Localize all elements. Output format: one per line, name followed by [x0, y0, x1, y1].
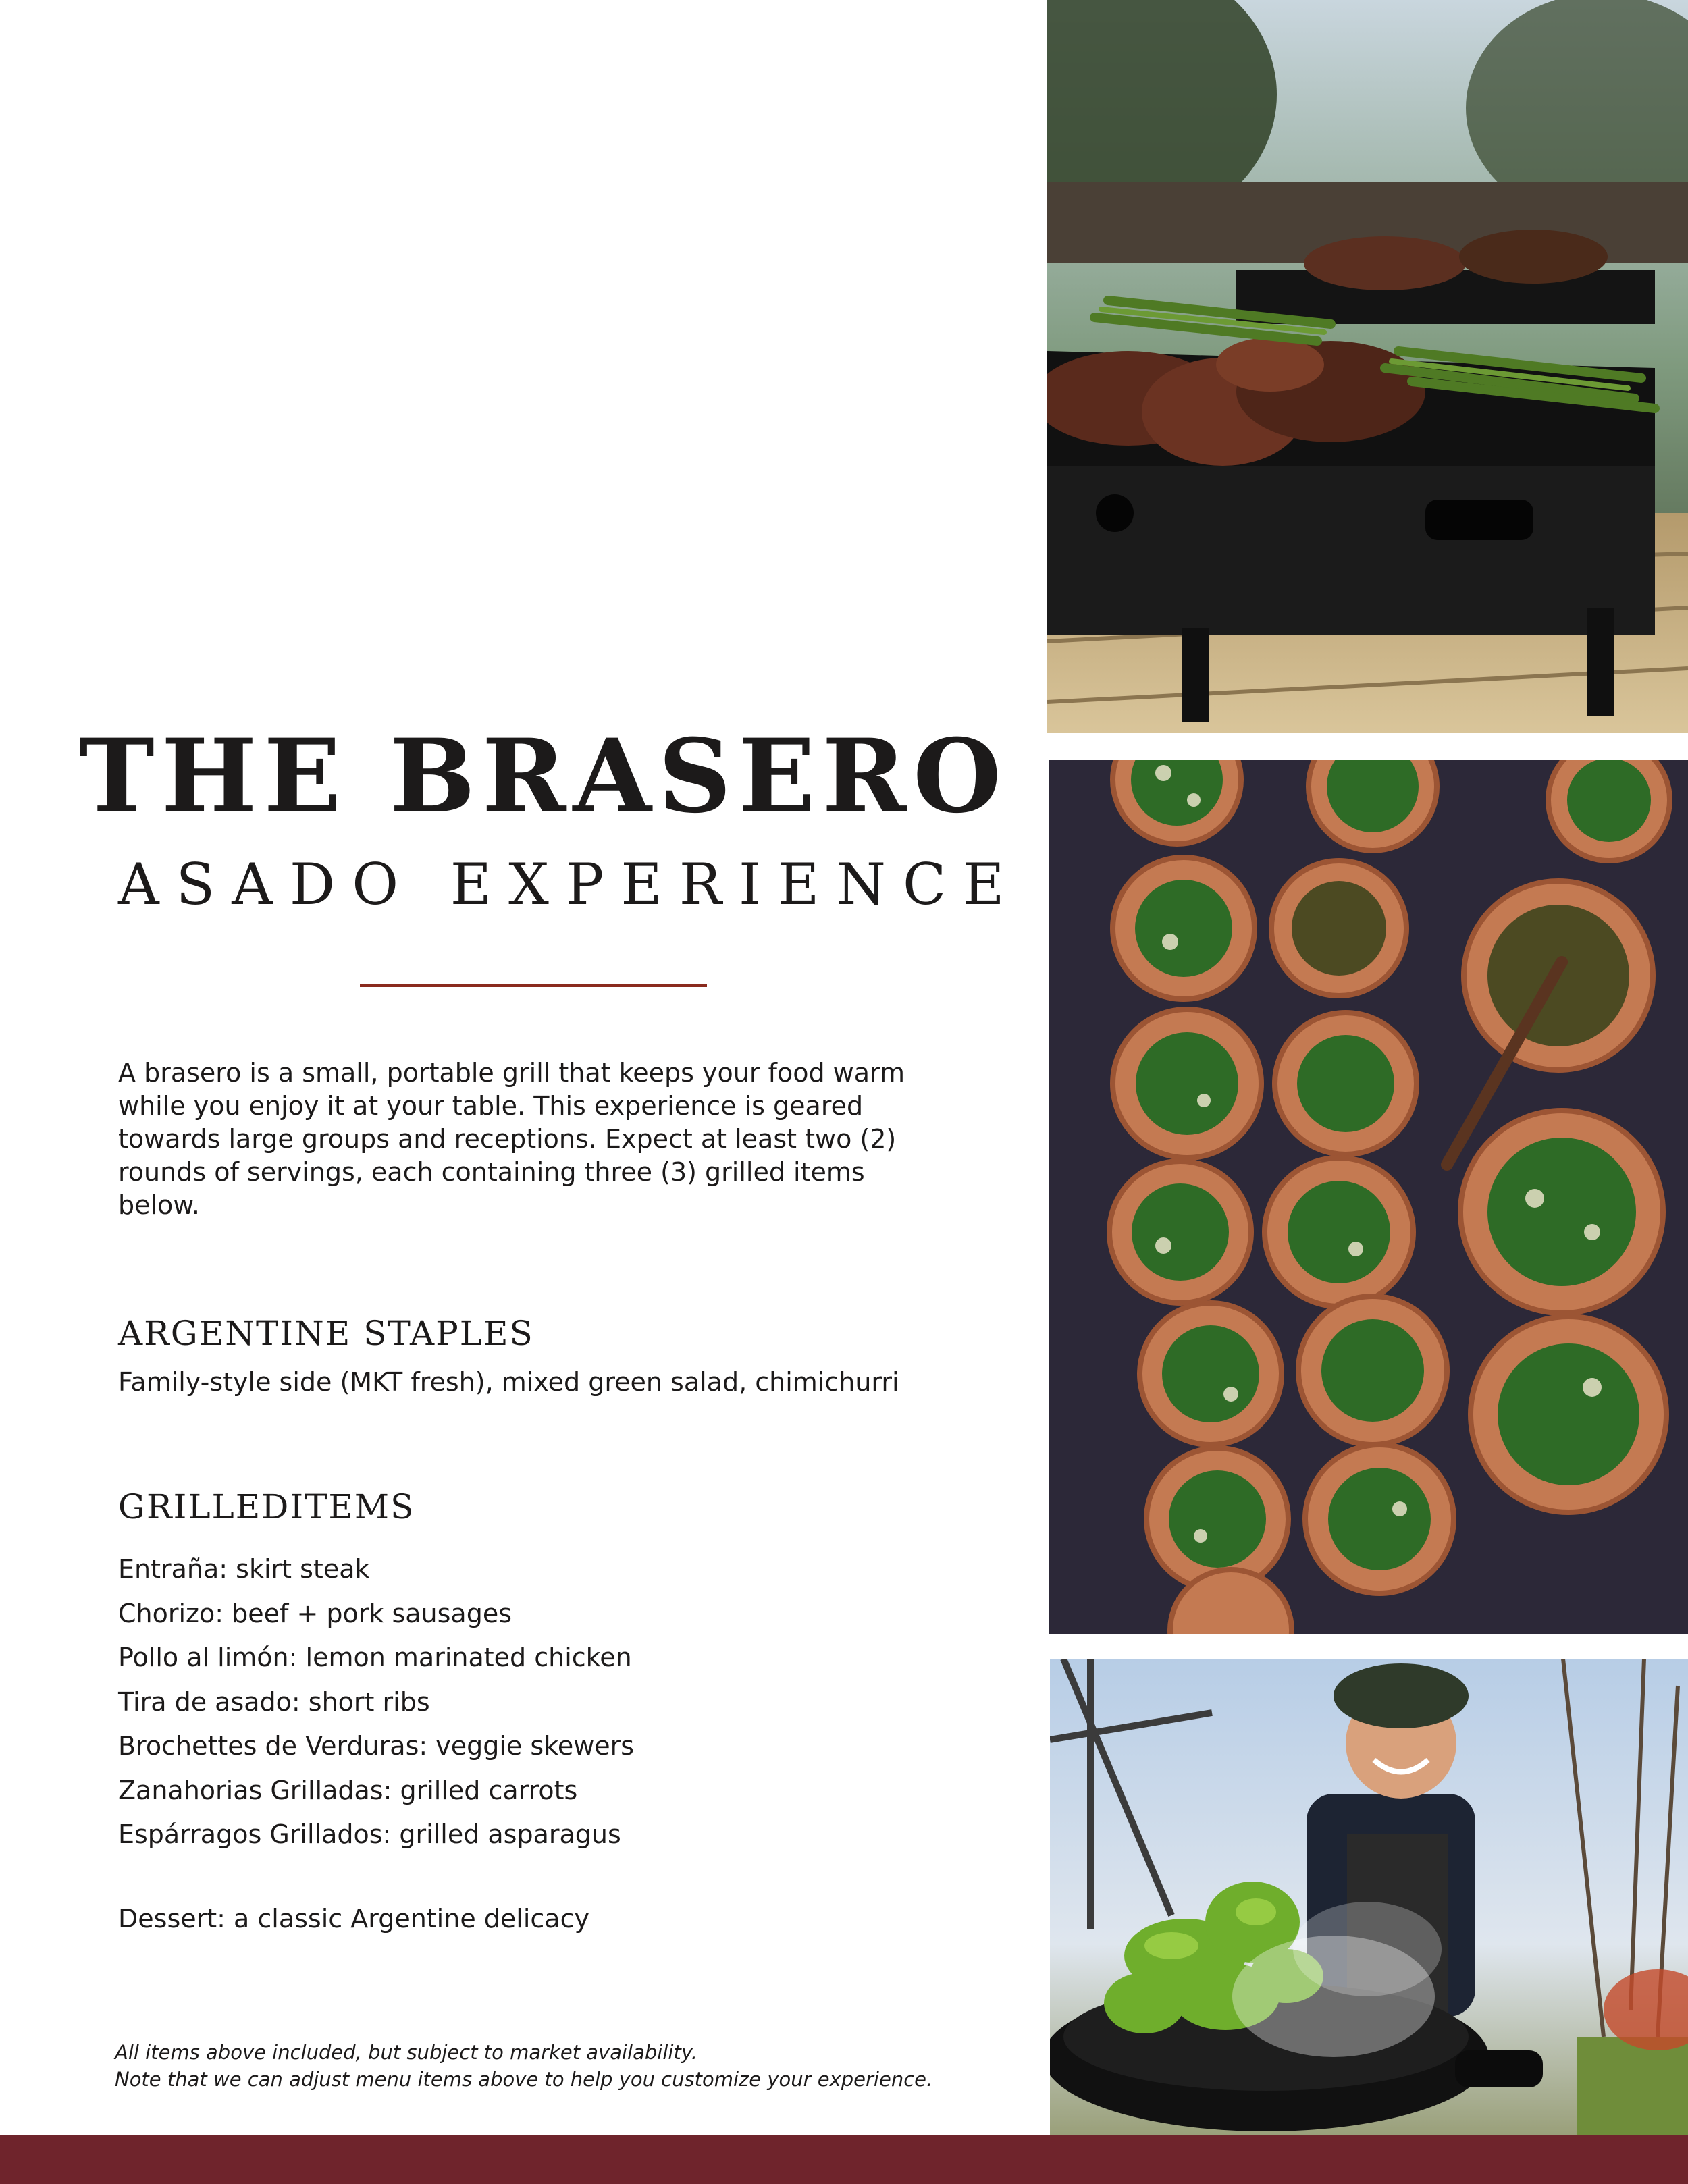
- footnote-line: All items above included, but subject to market availability.: [115, 2041, 697, 2064]
- list-item: Espárragos Grillados: grilled asparagus: [118, 1819, 621, 1849]
- chimichurri-bowls-photo: [1049, 760, 1688, 1634]
- footer-bar: [0, 2135, 1688, 2184]
- grilled-items-list: [118, 1547, 634, 1857]
- grilled-heading: GRILLEDITEMS: [118, 1487, 415, 1526]
- list-item: Entraña: skirt steak: [118, 1554, 370, 1584]
- title-divider: [360, 984, 707, 987]
- list-item: Brochettes de Verduras: veggie skewers: [118, 1731, 635, 1761]
- list-item: Chorizo: beef + pork sausages: [118, 1598, 512, 1628]
- list-item: Zanahorias Grilladas: grilled carrots: [118, 1775, 578, 1805]
- footnote: [115, 2039, 932, 2093]
- staples-text: Family-style side (MKT fresh), mixed green salad, chimichurri: [118, 1367, 899, 1397]
- page-title: THE BRASERO: [79, 717, 1008, 836]
- intro-paragraph: A brasero is a small, portable grill that keeps your food warm while you enjoy it at your table. This experience is geared towards large groups and receptions. Expect at least two (2) rounds of servings, each containing three (3) grilled items below.: [118, 1058, 905, 1220]
- footnote-line: Note that we can adjust menu items above to help you customize your experience.: [115, 2068, 933, 2091]
- brasero-grill-photo: [1047, 0, 1688, 733]
- dessert-line: Dessert: a classic Argentine delicacy: [118, 1904, 589, 1934]
- chef-grilling-photo: [1050, 1659, 1688, 2135]
- staples-heading: ARGENTINE STAPLES: [118, 1314, 534, 1353]
- list-item: Pollo al limón: lemon marinated chicken: [118, 1643, 632, 1672]
- list-item: Tira de asado: short ribs: [118, 1686, 430, 1717]
- page-subtitle: ASADO EXPERIENCE: [118, 851, 1022, 917]
